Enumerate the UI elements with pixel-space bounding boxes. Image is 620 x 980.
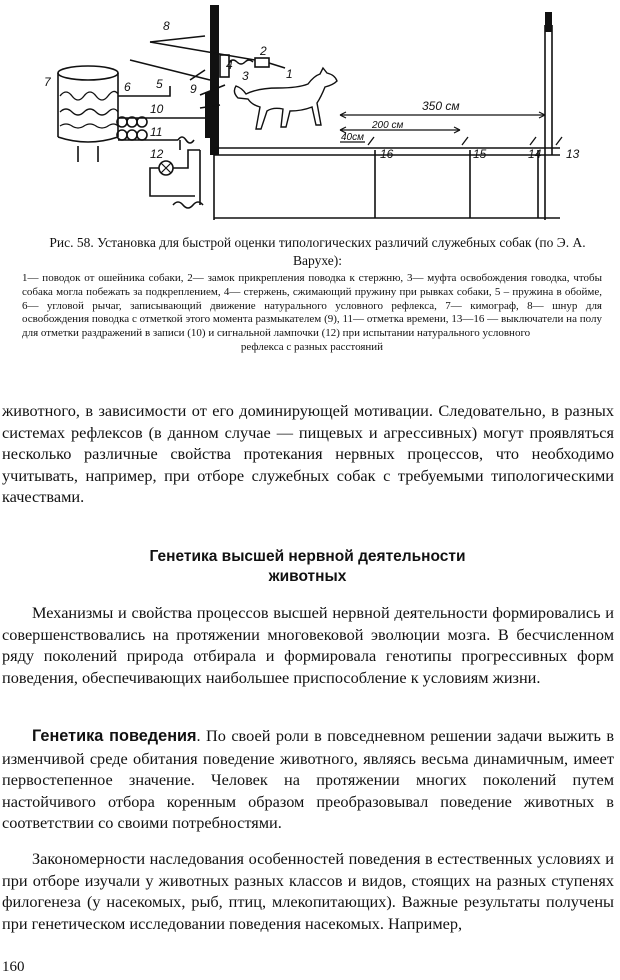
distance-arrows	[340, 112, 545, 142]
label-10: 10	[150, 102, 164, 116]
label-11: 11	[150, 125, 163, 139]
page-number: 160	[2, 959, 25, 975]
label-6: 6	[124, 80, 131, 94]
figure-legend	[22, 272, 602, 355]
label-8: 8	[163, 19, 170, 33]
figure-legend-text: 1— поводок от ошейника собаки, 2— замок прикрепления поводка к стержню, 3— муфта освобождения говодка, чтобы собака могла побежать за подкреплением, 4— стержень, сжимающий пружину при рывках собаки, 5 – пружина в обойме, 6— угловой рычаг, записывающий движение натурального условного рефлекса, 7— кимограф, 8— шнур для освобождения поводка с отметкой этого момента размыкателем (9), 11— отметка времени, 13—16 — выключатели на полу для отметки раздражений в записи (10) и сигнальной лампочки (12) при испытании натурального условного	[22, 272, 602, 340]
label-16: 16	[380, 147, 394, 161]
label-13: 13	[566, 147, 580, 161]
distance-40: 40см	[341, 132, 364, 143]
label-4: 4	[226, 58, 233, 72]
section-heading-line-1: Генетика высшей нервной деятельности	[149, 548, 466, 565]
section-heading	[40, 547, 575, 587]
label-15: 15	[473, 147, 487, 161]
paragraph-continuation: животного, в зависимости от его доминирующей мотивации. Следовательно, в разных системах рефлексов (в данном случае — пищевых и агрессивных) могут проявляться несколько различные свойства протекания нервных процессов, что необходимо учитывать, например, при отборе служебных собак с требуемыми типологическими качествами.	[2, 401, 614, 507]
paragraph-behavior-genetics	[2, 725, 614, 834]
label-3: 3	[242, 69, 249, 83]
label-9: 9	[190, 82, 197, 96]
paragraph-inheritance: Закономерности наследования особенностей поведения в естественных условиях и при отборе изучали у животных разных классов и видов, стоящих на разных ступенях филогенеза (у насекомых, рыб, птиц, млекопитающих). Важные результаты получены при генетическом исследовании поведения насекомых. Например,	[2, 849, 614, 933]
label-2: 2	[260, 44, 267, 58]
paragraph-behavior-genetics-text: . По своей роли в повседневном решении задачи выжить в изменчивой среде обитания поведение животного, являясь весьма динамичным, имеет первостепенное значение. Человек на протяжении многих поколений путем настойчивого отбора коренным образом преобразовывал поведение животных в соответствии со своими потребностями.	[2, 726, 615, 833]
figure-legend-last-line: рефлекса с разных расстояний	[240, 340, 384, 353]
label-1: 1	[286, 67, 293, 81]
label-14: 14	[528, 147, 542, 161]
section-heading-line-2: животных	[268, 568, 347, 585]
kymograph-drum	[58, 66, 118, 162]
paragraph-lead-term: Генетика поведения	[32, 727, 197, 745]
label-5: 5	[156, 77, 163, 91]
figure-caption-title: Рис. 58. Установка для быстрой оценки типологических различий служебных собак (по Э. А. Варухе):	[49, 235, 586, 268]
label-12: 12	[150, 147, 164, 161]
paragraph-mechanisms: Механизмы и свойства процессов высшей нервной деятельности формировались и совершенствовались на протяжении многовековой эволюции мозга. В бесчисленном ряду поколений природа отбирала и формировала генотипы прогрессивных форм поведения, обеспечивающих наибольшее приспособление к условиям жизни.	[2, 603, 614, 687]
distance-200: 200 см	[372, 120, 404, 131]
figure-diagram	[0, 0, 620, 232]
distance-350: 350 см	[422, 99, 460, 113]
label-7: 7	[44, 75, 51, 89]
